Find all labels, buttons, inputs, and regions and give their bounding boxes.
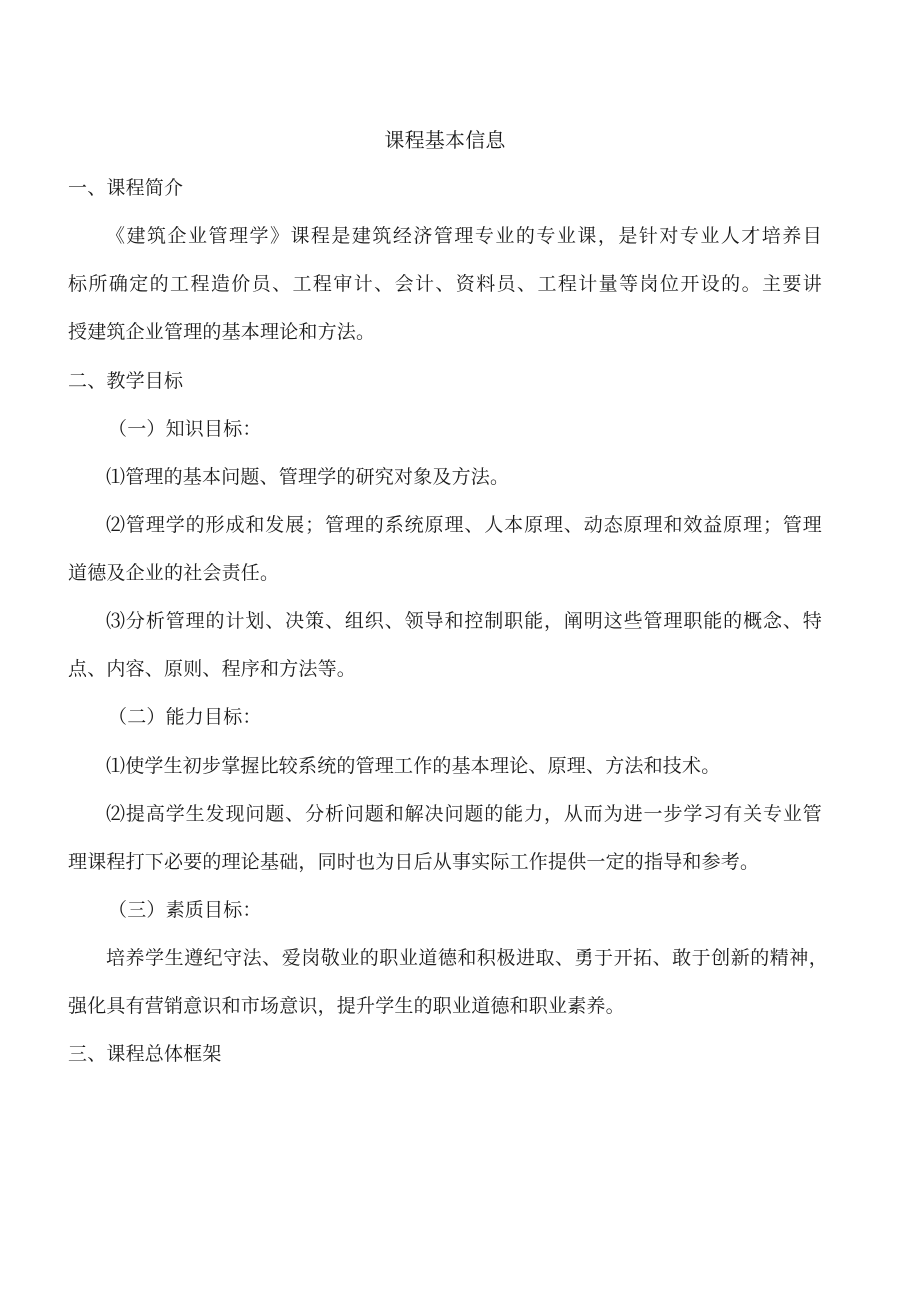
subheading-knowledge: （一）知识目标： <box>108 418 262 440</box>
section-heading-objectives: 二、教学目标 <box>68 370 184 392</box>
list-item-continuation: 理课程打下必要的理论基础，同时也为日后从事实际工作提供一定的指导和参考。 <box>68 851 760 873</box>
subheading-quality: （三）素质目标： <box>108 899 262 921</box>
list-item: ⑴管理的基本问题、管理学的研究对象及方法。 <box>106 466 510 488</box>
paragraph-line: 培养学生遵纪守法、爱岗敬业的职业道德和积极进取、勇于开拓、敢于创新的精神， <box>106 947 828 969</box>
list-item: ⑵管理学的形成和发展；管理的系统原理、人本原理、动态原理和效益原理；管理 <box>106 514 822 536</box>
paragraph-line: 授建筑企业管理的基本理论和方法。 <box>68 321 376 343</box>
list-item: ⑶分析管理的计划、决策、组织、领导和控制职能，阐明这些管理职能的概念、特 <box>106 610 822 632</box>
section-heading-intro: 一、课程简介 <box>68 177 184 199</box>
paragraph-line: 《建筑企业管理学》课程是建筑经济管理专业的专业课，是针对专业人才培养目 <box>106 225 822 247</box>
paragraph-line: 标所确定的工程造价员、工程审计、会计、资料员、工程计量等岗位开设的。主要讲 <box>68 273 822 295</box>
subheading-ability: （二）能力目标： <box>108 706 262 728</box>
list-item-continuation: 点、内容、原则、程序和方法等。 <box>68 658 357 680</box>
page-title: 课程基本信息 <box>384 128 506 152</box>
list-item: ⑴使学生初步掌握比较系统的管理工作的基本理论、原理、方法和技术。 <box>106 755 721 777</box>
section-heading-framework: 三、课程总体框架 <box>68 1043 222 1065</box>
paragraph-line: 强化具有营销意识和市场意识，提升学生的职业道德和职业素养。 <box>68 995 625 1017</box>
list-item-continuation: 道德及企业的社会责任。 <box>68 562 280 584</box>
list-item: ⑵提高学生发现问题、分析问题和解决问题的能力，从而为进一步学习有关专业管 <box>106 803 822 825</box>
